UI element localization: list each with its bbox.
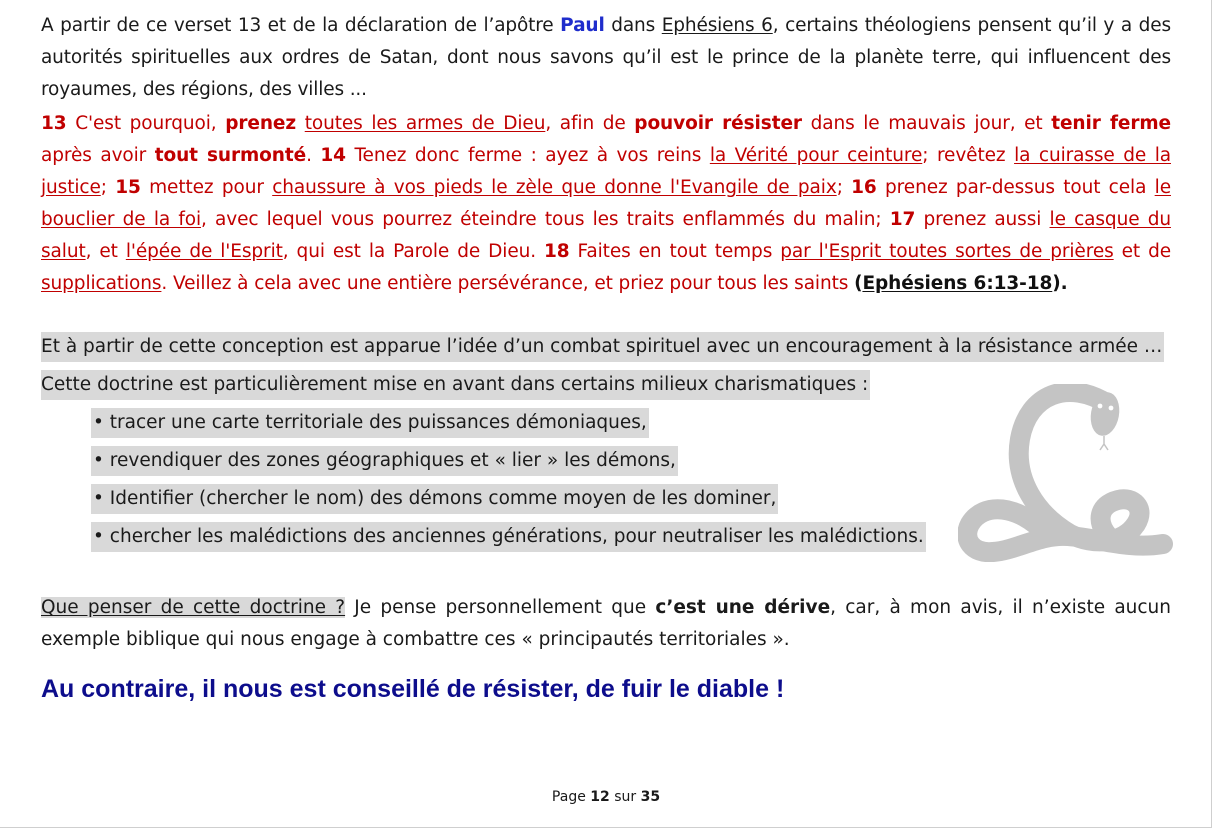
verse-text: . (306, 145, 321, 166)
verse-underline: l'épée de l'Esprit (125, 241, 283, 262)
paul-name: Paul (560, 15, 605, 36)
opinion-text: , car, à mon avis, il n’existe aucun exemple biblique qui nous engage à combattre ces « principautés territoriales ». (41, 597, 1171, 650)
verse-text: après avoir (41, 145, 155, 166)
document-page (41, 10, 1171, 704)
verse-number-13: 13 (41, 113, 67, 134)
verse-text: ; revêtez (922, 145, 1015, 166)
verse-text: C'est pourquoi, (66, 113, 226, 134)
intro-text-3: , certains théologiens pensent qu’il y a des autorités spirituelles aux ordres de Satan, dont nous savons qu’il est le prince de la planète terre, qui influencent des royaumes, des régions, des villes ... (41, 15, 1171, 100)
verse-underline: le casque du salut (41, 209, 1171, 262)
page-footer (0, 789, 1212, 805)
bullet-text: • chercher les malédictions des anciennes générations, pour neutraliser les malédictions. (91, 522, 926, 552)
verse-number-16: 16 (851, 177, 877, 198)
page-total: 35 (640, 789, 661, 805)
opinion-paragraph (41, 592, 1171, 656)
bullet-text: • revendiquer des zones géographiques et « lier » les démons, (91, 446, 678, 476)
verse-bold: pouvoir résister (634, 113, 802, 134)
verse-bold: prenez (225, 113, 297, 134)
verse-underline: toutes les armes de Dieu (304, 113, 546, 134)
verse-text: Faites en tout temps (569, 241, 781, 262)
verse-text: , afin de (545, 113, 635, 134)
verse-underline: la Vérité pour ceinture (709, 145, 923, 166)
opinion-text: Je pense personnellement que (345, 597, 656, 618)
bullet-text: • Identifier (chercher le nom) des démons comme moyen de les dominer, (91, 484, 778, 514)
verse-text: ; (836, 177, 852, 198)
verse-underline: la cuirasse de la justice (41, 145, 1171, 198)
conclusion-heading: Au contraire, il nous est conseillé de résister, de fuir le diable ! (41, 674, 785, 703)
verse-text: , et (85, 241, 126, 262)
verse-underline: le bouclier de la foi (41, 177, 1171, 230)
verse-bold: tenir ferme (1051, 113, 1171, 134)
verse-text: . Veillez à cela avec une entière persévérance, et priez pour tous les saints (161, 273, 855, 294)
verse-text: Tenez donc ferme : ayez à vos reins (345, 145, 710, 166)
verse-text: prenez aussi (915, 209, 1050, 230)
verse-underline: par l'Esprit toutes sortes de prières (780, 241, 1114, 262)
page-label: Page (551, 789, 591, 805)
combat-spirituel-line: Et à partir de cette conception est apparue l’idée d’un combat spirituel avec un encouragement à la résistance armée … (41, 332, 1164, 362)
verse-bold: tout surmonté (154, 145, 307, 166)
verse-number-18: 18 (544, 241, 570, 262)
intro-paragraph (41, 10, 1171, 106)
bullet-text: • tracer une carte territoriale des puissances démoniaques, (91, 408, 649, 438)
verse-text: , qui est la Parole de Dieu. (282, 241, 544, 262)
verse-text: mettez pour (140, 177, 273, 198)
opinion-bold: c’est une dérive (655, 597, 831, 618)
verse-number-17: 17 (889, 209, 916, 230)
verse-text: et de (1113, 241, 1171, 262)
verse-text: , avec lequel vous pourrez éteindre tous les traits enflammés du malin; (201, 209, 890, 230)
ref-paren: ). (1052, 273, 1068, 294)
charismatic-line: Cette doctrine est particulièrement mise en avant dans certains milieux charismatiques : (41, 370, 870, 400)
bible-verse-quote (41, 108, 1171, 300)
intro-text-1: A partir de ce verset 13 et de la déclaration de l’apôtre (41, 15, 561, 36)
verse-text (296, 113, 305, 134)
snake-icon (958, 384, 1176, 562)
verse-text: dans le mauvais jour, et (801, 113, 1052, 134)
verse-number-15: 15 (115, 177, 141, 198)
verse-text: ; (100, 177, 116, 198)
ephesiens-reference: Ephésiens 6 (661, 15, 773, 36)
verse-underline: supplications (41, 273, 162, 294)
of-label: sur (609, 789, 641, 805)
ref-paren: ( (854, 273, 863, 294)
verse-underline: chaussure à vos pieds le zèle que donne l'Evangile de paix (272, 177, 837, 198)
intro-text-2: dans (604, 15, 662, 36)
question-text: Que penser de cette doctrine ? (41, 597, 346, 618)
ref-text: Ephésiens 6:13-18 (862, 273, 1053, 294)
verse-text: prenez par-dessus tout cela (876, 177, 1155, 198)
verse-reference (854, 273, 1068, 294)
page-number: 12 (590, 789, 610, 805)
verse-number-14: 14 (320, 145, 346, 166)
